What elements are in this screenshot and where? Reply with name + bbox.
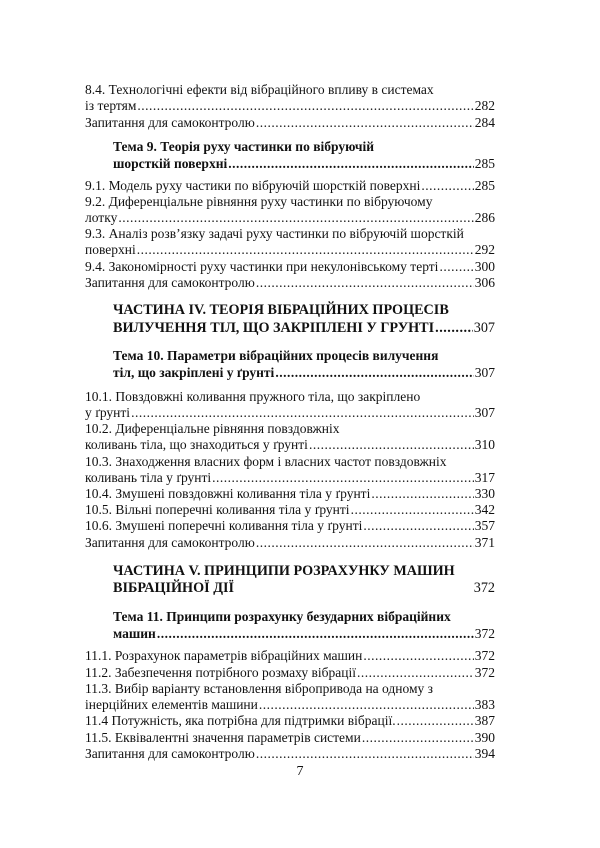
dot-leader (256, 115, 474, 131)
toc-topic-11-line1: Тема 11. Принципи розрахунку безударних вібраційних (113, 609, 451, 624)
toc-entry-title: інерційних елементів машини (85, 697, 258, 712)
toc-page-number: 285 (474, 178, 495, 193)
toc-page-number: 372 (474, 665, 495, 680)
toc-entry-title: ВІБРАЦІЙНОЇ ДІЇ (113, 580, 234, 596)
toc-entry-11-3-line1: 11.3. Вибір варіанту встановлення вібропривода на одному з (85, 681, 433, 696)
dot-leader (118, 210, 473, 226)
dot-leader (137, 242, 474, 258)
dot-leader (435, 320, 473, 336)
page-number: 7 (296, 764, 304, 779)
toc-entry-10-5[interactable] (85, 502, 495, 518)
toc-topic-11[interactable] (113, 626, 495, 642)
toc-topic-9[interactable] (113, 156, 495, 172)
toc-entry-11-5[interactable] (85, 730, 495, 746)
toc-page-number: 307 (474, 365, 495, 380)
toc-entry-9-4[interactable] (85, 259, 495, 275)
toc-topic-10-line1: Тема 10. Параметри вібраційних процесів вилучення (113, 348, 439, 363)
toc-part-5-line1: ЧАСТИНА V. ПРИНЦИПИ РОЗРАХУНКУ МАШИН (113, 563, 455, 579)
toc-entry-title: Запитання для самоконтролю (85, 535, 255, 550)
dot-leader (137, 98, 473, 114)
toc-entry-title: 11.2. Забезпечення потрібного розмаху вібрації (85, 665, 356, 680)
toc-entry-questions-11[interactable] (85, 746, 495, 762)
dot-leader (259, 697, 474, 713)
dot-leader (421, 178, 473, 194)
toc-part-5[interactable] (113, 580, 495, 596)
toc-page-number: 300 (474, 259, 495, 274)
dot-leader (228, 156, 474, 172)
dot-leader (363, 518, 473, 534)
toc-entry-title: 10.4. Змушені повздовжні коливання тіла у ґрунті (85, 486, 371, 501)
toc-entry-9-2-line1: 9.2. Диференціальне рівняння руху частинки по вібруючому (85, 194, 433, 209)
dot-leader (157, 626, 474, 642)
toc-entry-title: 9.1. Модель руху частики по вібруючій шорсткій поверхні (85, 178, 421, 193)
dot-leader (131, 405, 474, 421)
toc-entry-10-3[interactable] (85, 470, 495, 486)
dot-leader (397, 713, 474, 729)
toc-page-number: 394 (474, 746, 495, 761)
toc-topic-9-line1: Тема 9. Теорія руху частинки по вібруючій (113, 139, 375, 154)
toc-entry-10-2[interactable] (85, 437, 495, 453)
toc-entry-title: коливань тіла, що знаходиться у ґрунті (85, 437, 308, 452)
toc-page-number: 306 (474, 275, 495, 290)
dot-leader (363, 648, 473, 664)
toc-entry-8-4-line1: 8.4. Технологічні ефекти від вібраційного впливу в системах (85, 82, 434, 97)
toc-entry-questions-10[interactable] (85, 535, 495, 551)
toc-entry-8-4[interactable] (85, 98, 495, 114)
dot-leader (357, 665, 474, 681)
toc-entry-title: 11.4 Потужність, яка потрібна для підтримки вібрації. (85, 713, 396, 728)
toc-page-number: 310 (474, 437, 495, 452)
toc-entry-title: 11.5. Еквівалентні значення параметрів системи (85, 730, 361, 745)
toc-entry-title: 10.5. Вільні поперечні коливання тіла у ґрунті (85, 502, 350, 517)
toc-entry-11-3[interactable] (85, 697, 495, 713)
toc-page-number: 307 (474, 405, 495, 420)
toc-entry-questions-9[interactable] (85, 275, 495, 291)
dot-leader (309, 437, 474, 453)
toc-entry-title: тіл, що закріплені у ґрунті (113, 365, 275, 380)
toc-entry-title: машин (113, 626, 156, 641)
dot-leader (212, 470, 474, 486)
toc-entry-questions-8[interactable] (85, 115, 495, 131)
dot-leader (256, 275, 474, 291)
toc-page-number: 357 (474, 518, 495, 533)
toc-entry-10-1-line1: 10.1. Повздовжні коливання пружного тіла, що закріплено (85, 389, 421, 404)
toc-page-number: 372 (473, 580, 495, 596)
toc-entry-title: Запитання для самоконтролю (85, 115, 255, 130)
toc-entry-title: ВИЛУЧЕННЯ ТІЛ, ЩО ЗАКРІПЛЕНІ У ГРУНТІ (113, 320, 435, 336)
toc-entry-title: 11.1. Розрахунок параметрів вібраційних машин (85, 648, 363, 663)
toc-entry-title: у ґрунті (85, 405, 131, 420)
toc-entry-9-2[interactable] (85, 210, 495, 226)
toc-entry-11-1[interactable] (85, 648, 495, 664)
toc-entry-10-1[interactable] (85, 405, 495, 421)
toc-page-number: 317 (474, 470, 495, 485)
toc-page-number: 286 (474, 210, 495, 225)
toc-entry-10-6[interactable] (85, 518, 495, 534)
toc-entry-9-3-line1: 9.3. Аналіз розв’язку задачі руху частинки по вібруючій шорсткій (85, 226, 464, 241)
toc-page-number: 282 (474, 98, 495, 113)
toc-entry-title: із тертям (85, 98, 137, 113)
toc-entry-10-2-line1: 10.2. Диференціальне рівняння повздовжніх (85, 421, 340, 436)
dot-leader (275, 365, 473, 381)
toc-page-number: 383 (474, 697, 495, 712)
toc-entry-title: 10.6. Змушені поперечні коливання тіла у ґрунті (85, 518, 363, 533)
toc-page-number: 284 (474, 115, 495, 130)
toc-entry-title: поверхні (85, 242, 136, 257)
dot-leader (256, 535, 474, 551)
toc-entry-11-4[interactable] (85, 713, 495, 729)
toc-page-number: 307 (473, 320, 495, 336)
dot-leader (371, 486, 473, 502)
toc-entry-title: Запитання для самоконтролю (85, 746, 255, 761)
toc-page-number: 390 (474, 730, 495, 745)
toc-page-number: 285 (474, 156, 495, 171)
toc-entry-title: 9.4. Закономірності руху частинки при некулонівському терті (85, 259, 439, 274)
toc-entry-10-4[interactable] (85, 486, 495, 502)
toc-page-number: 292 (474, 242, 495, 257)
toc-page-number: 372 (474, 626, 495, 641)
toc-entry-9-3[interactable] (85, 242, 495, 258)
toc-entry-title: коливань тіла у ґрунті (85, 470, 212, 485)
toc-entry-9-1[interactable] (85, 178, 495, 194)
toc-part-4[interactable] (113, 320, 495, 336)
toc-topic-10[interactable] (113, 365, 495, 381)
dot-leader (351, 502, 474, 518)
toc-page-number: 387 (474, 713, 495, 728)
toc-entry-title: Запитання для самоконтролю (85, 275, 255, 290)
toc-part-4-line1: ЧАСТИНА IV. ТЕОРІЯ ВІБРАЦІЙНИХ ПРОЦЕСІВ (113, 302, 449, 318)
toc-entry-title: шорсткій поверхні (113, 156, 228, 171)
toc-page-number: 342 (474, 502, 495, 517)
toc-entry-10-3-line1: 10.3. Знаходження власних форм і власних частот повздовжніх (85, 454, 447, 469)
dot-leader (362, 730, 474, 746)
toc-entry-title: лотку (85, 210, 118, 225)
dot-leader (439, 259, 473, 275)
toc-page-number: 372 (474, 648, 495, 663)
dot-leader (256, 746, 474, 762)
toc-page-number: 330 (474, 486, 495, 501)
toc-entry-11-2[interactable] (85, 665, 495, 681)
toc-page-number: 371 (474, 535, 495, 550)
